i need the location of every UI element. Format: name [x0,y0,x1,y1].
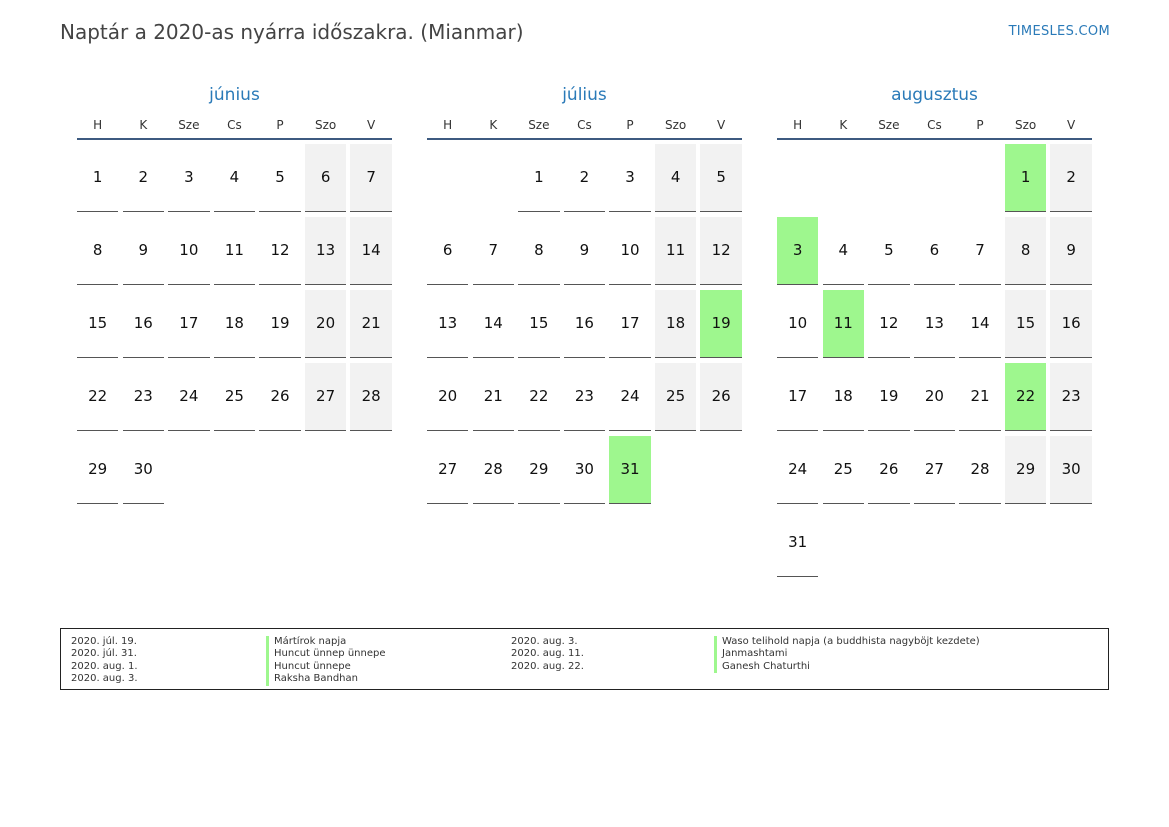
legend-date: 2020. aug. 11. [511,648,584,660]
weekday-label: H [93,118,103,132]
day-cell: 29 [77,436,118,504]
day-cell: 28 [959,436,1000,504]
weekday-label: Sze [178,118,200,132]
day-cell: 6 [914,217,955,285]
month-name: augusztus [891,85,978,105]
legend-left-names [266,636,386,686]
day-cell: 2 [1050,144,1091,212]
weekday-label: V [717,118,726,132]
legend-date: 2020. júl. 19. [71,636,137,647]
day-cell: 21 [959,363,1000,431]
day-cell: 2 [564,144,605,212]
day-cell: 16 [564,290,605,358]
empty-cell [473,144,514,211]
day-cell: 31 [777,509,818,577]
day-cell: 10 [777,290,818,358]
day-cell: 6 [305,144,346,212]
day-cell: 26 [700,363,741,431]
day-cell: 11 [655,217,696,285]
weekday-label: Sze [878,118,900,132]
day-cell: 4 [823,217,864,285]
day-cell: 14 [473,290,514,358]
weekday-label: V [367,118,376,132]
day-cell: 20 [914,363,955,431]
day-cell: 29 [518,436,559,504]
day-cell: 8 [518,217,559,285]
holiday-day-cell: 22 [1005,363,1046,431]
legend-holiday-name: Huncut ünnepe [266,661,386,673]
weekday-header [427,116,742,140]
day-cell: 17 [168,290,209,358]
day-cell: 15 [1005,290,1046,358]
day-cell: 8 [1005,217,1046,285]
day-cell: 4 [214,144,255,212]
day-cell: 28 [350,363,391,431]
legend-holiday-name: Waso telihold napja (a buddhista nagyböjt kezdete) [714,636,980,648]
day-cell: 30 [1050,436,1091,504]
day-cell: 23 [1050,363,1091,431]
day-cell: 8 [77,217,118,285]
day-cell: 7 [473,217,514,285]
legend-holiday-name: Ganesh Chaturthi [714,661,980,673]
day-cell: 24 [777,436,818,504]
weekday-label: V [1067,118,1076,132]
day-cell: 17 [609,290,650,358]
holiday-legend [60,628,1109,690]
day-cell: 12 [259,217,300,285]
day-cell: 29 [1005,436,1046,504]
empty-cell [823,144,864,211]
weekday-header [777,116,1092,140]
day-cell: 5 [259,144,300,212]
legend-holiday-name: Janmashtami [714,648,980,660]
weekday-label: H [443,118,453,132]
day-cell: 22 [77,363,118,431]
day-grid [77,144,392,509]
day-cell: 5 [700,144,741,212]
day-cell: 15 [77,290,118,358]
empty-cell [959,144,1000,211]
empty-cell [914,144,955,211]
day-cell: 18 [214,290,255,358]
day-cell: 21 [350,290,391,358]
legend-holiday-name: Huncut ünnep ünnepe [266,648,386,660]
empty-cell [427,144,468,211]
day-cell: 27 [427,436,468,504]
day-cell: 30 [564,436,605,504]
day-cell: 3 [168,144,209,212]
day-cell: 20 [305,290,346,358]
weekday-label: H [793,118,803,132]
day-cell: 4 [655,144,696,212]
legend-date: 2020. aug. 3. [511,636,578,647]
legend-holiday-name: Raksha Bandhan [266,673,386,685]
day-cell: 27 [914,436,955,504]
weekday-label: Cs [927,118,942,132]
day-cell: 10 [168,217,209,285]
day-cell: 26 [259,363,300,431]
day-grid [427,144,742,509]
day-cell: 28 [473,436,514,504]
day-cell: 11 [214,217,255,285]
day-cell: 19 [259,290,300,358]
weekday-label: K [139,118,148,132]
day-cell: 24 [609,363,650,431]
weekday-label: Cs [577,118,592,132]
page-title: Naptár a 2020-as nyárra időszakra. (Mianmar) [60,20,524,44]
day-cell: 23 [123,363,164,431]
brand-link[interactable]: TIMESLES.COM [1008,24,1110,39]
day-cell: 25 [823,436,864,504]
day-cell: 30 [123,436,164,504]
legend-right-names [714,636,980,673]
day-cell: 16 [1050,290,1091,358]
day-cell: 14 [959,290,1000,358]
month-august [777,84,1092,582]
weekday-label: Szo [314,118,337,132]
legend-left-dates [71,636,138,686]
day-cell: 21 [473,363,514,431]
day-cell: 12 [700,217,741,285]
empty-cell [777,144,818,211]
day-cell: 12 [868,290,909,358]
month-name: június [209,85,260,105]
weekday-header [77,116,392,140]
weekday-label: P [626,118,634,132]
day-cell: 22 [518,363,559,431]
day-cell: 5 [868,217,909,285]
day-cell: 2 [123,144,164,212]
day-cell: 19 [868,363,909,431]
day-cell: 17 [777,363,818,431]
day-cell: 23 [564,363,605,431]
day-cell: 9 [123,217,164,285]
weekday-label: K [839,118,848,132]
weekday-label: Sze [528,118,550,132]
day-cell: 1 [77,144,118,212]
weekday-label: K [489,118,498,132]
weekday-label: P [276,118,284,132]
day-cell: 13 [305,217,346,285]
day-cell: 27 [305,363,346,431]
day-cell: 7 [350,144,391,212]
holiday-day-cell: 3 [777,217,818,285]
holiday-day-cell: 31 [609,436,650,504]
day-cell: 25 [214,363,255,431]
day-cell: 1 [518,144,559,212]
day-cell: 15 [518,290,559,358]
weekday-label: Szo [664,118,687,132]
day-cell: 13 [427,290,468,358]
day-cell: 14 [350,217,391,285]
day-cell: 24 [168,363,209,431]
holiday-day-cell: 1 [1005,144,1046,212]
day-cell: 25 [655,363,696,431]
day-cell: 16 [123,290,164,358]
day-cell: 20 [427,363,468,431]
day-cell: 6 [427,217,468,285]
day-cell: 13 [914,290,955,358]
day-cell: 9 [564,217,605,285]
day-grid [777,144,1092,582]
month-name: július [562,85,607,105]
weekday-label: Cs [227,118,242,132]
weekday-label: P [976,118,984,132]
legend-holiday-name: Mártírok napja [266,636,386,648]
day-cell: 3 [609,144,650,212]
legend-date: 2020. aug. 22. [511,660,584,672]
empty-cell [868,144,909,211]
month-june [77,84,392,509]
day-cell: 18 [655,290,696,358]
legend-date: 2020. aug. 3. [71,673,138,685]
day-cell: 18 [823,363,864,431]
day-cell: 10 [609,217,650,285]
legend-right-dates [511,636,584,673]
holiday-day-cell: 11 [823,290,864,358]
weekday-label: Szo [1014,118,1037,132]
legend-date: 2020. aug. 1. [71,660,138,672]
legend-date: 2020. júl. 31. [71,648,137,660]
holiday-day-cell: 19 [700,290,741,358]
day-cell: 7 [959,217,1000,285]
day-cell: 26 [868,436,909,504]
month-july [427,84,742,509]
day-cell: 9 [1050,217,1091,285]
